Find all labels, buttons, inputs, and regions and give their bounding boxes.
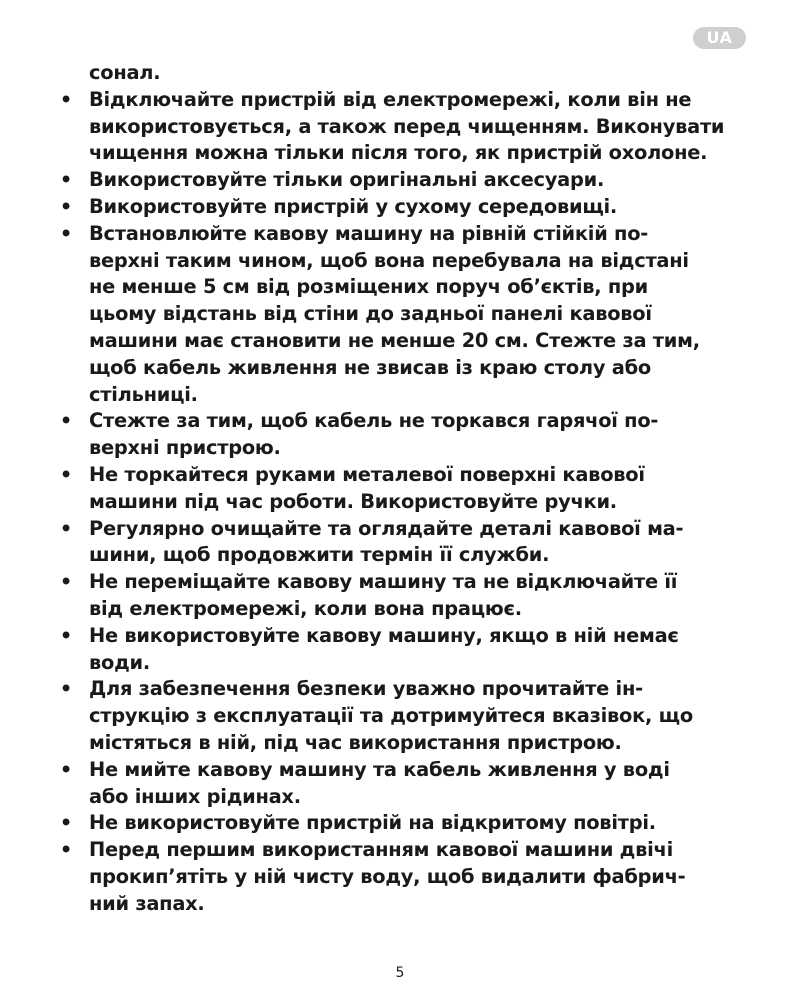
bullet-icon: • bbox=[59, 623, 73, 647]
text-line: верхні пристрою. bbox=[89, 436, 281, 460]
text-line: Перед першим використанням кавової машини двічі bbox=[89, 838, 673, 862]
list-item bbox=[56, 167, 756, 194]
list-item bbox=[56, 87, 756, 167]
text-line: Не мийте кавову машину та кабель живлення у воді bbox=[89, 757, 670, 781]
text-line: від електромережі, коли вона працює. bbox=[89, 596, 522, 620]
text-line: Відключайте пристрій від електромережі, коли він не bbox=[89, 87, 692, 111]
text-line: Встановлюйте кавову машину на рівній стійкій по- bbox=[89, 221, 649, 245]
text-line: верхні таким чином, щоб вона перебувала на відстані bbox=[89, 248, 689, 272]
text-line: ний запах. bbox=[89, 891, 205, 915]
bullet-icon: • bbox=[59, 87, 73, 111]
text-line: струкцію з експлуатації та дотримуйтеся вказівок, що bbox=[89, 704, 693, 728]
list-item bbox=[56, 676, 756, 756]
continuation-text bbox=[56, 60, 756, 87]
bullet-icon: • bbox=[59, 811, 73, 835]
text-line: Не використовуйте пристрій на відкритому повітрі. bbox=[89, 811, 656, 835]
text-line: чищення можна тільки після того, як пристрій охолоне. bbox=[89, 141, 708, 165]
text-line: Використовуйте пристрій у сухому середовищі. bbox=[89, 194, 618, 218]
text-line: використовується, а також перед чищенням. Виконувати bbox=[89, 114, 725, 138]
list-item bbox=[56, 569, 756, 623]
text-line: Стежте за тим, щоб кабель не торкався гарячої по- bbox=[89, 409, 659, 433]
list-item bbox=[56, 462, 756, 516]
bullet-icon: • bbox=[59, 194, 73, 218]
text-line: Не переміщайте кавову машину та не відключайте її bbox=[89, 570, 678, 594]
text-line: машини під час роботи. Використовуйте ручки. bbox=[89, 489, 617, 513]
list-item bbox=[56, 757, 756, 811]
language-badge: UA bbox=[693, 27, 746, 49]
list-item bbox=[56, 810, 756, 837]
text-line: містяться в ній, під час використання пристрою. bbox=[89, 730, 622, 754]
bullet-icon: • bbox=[59, 168, 73, 192]
text-line: прокип’ятіть у ній чисту воду, щоб видалити фабрич- bbox=[89, 864, 686, 888]
text-line: щоб кабель живлення не звисав із краю столу або bbox=[89, 355, 651, 379]
text-line: або інших рідинах. bbox=[89, 784, 301, 808]
text-line: Не використовуйте кавову машину, якщо в ній немає bbox=[89, 623, 679, 647]
bullet-icon: • bbox=[59, 570, 73, 594]
text-line: Регулярно очищайте та оглядайте деталі кавової ма- bbox=[89, 516, 684, 540]
list-item bbox=[56, 221, 756, 409]
list-item bbox=[56, 837, 756, 917]
bullet-list bbox=[56, 87, 756, 918]
bullet-icon: • bbox=[59, 677, 73, 701]
text-line: не менше 5 см від розміщених поруч об’єктів, при bbox=[89, 275, 648, 299]
text-line: машини має становити не менше 20 см. Стежте за тим, bbox=[89, 328, 700, 352]
page-number: 5 bbox=[395, 965, 405, 981]
bullet-icon: • bbox=[59, 462, 73, 486]
list-item bbox=[56, 623, 756, 677]
text-line: води. bbox=[89, 650, 150, 674]
bullet-icon: • bbox=[59, 221, 73, 245]
text-line: стільниці. bbox=[89, 382, 198, 406]
text-line: Не торкайтеся руками металевої поверхні кавової bbox=[89, 462, 645, 486]
bullet-icon: • bbox=[59, 757, 73, 781]
text-line: сонал. bbox=[89, 61, 161, 84]
list-item bbox=[56, 194, 756, 221]
list-item bbox=[56, 408, 756, 462]
bullet-icon: • bbox=[59, 516, 73, 540]
text-line: Для забезпечення безпеки уважно прочитайте ін- bbox=[89, 677, 643, 701]
bullet-icon: • bbox=[59, 838, 73, 862]
bullet-icon: • bbox=[59, 409, 73, 433]
text-line: шини, щоб продовжити термін її служби. bbox=[89, 543, 550, 567]
text-line: Використовуйте тільки оригінальні аксесуари. bbox=[89, 168, 605, 192]
safety-instructions-list bbox=[56, 60, 756, 918]
list-item bbox=[56, 516, 756, 570]
text-line: цьому відстань від стіни до задньої панелі кавової bbox=[89, 302, 652, 326]
